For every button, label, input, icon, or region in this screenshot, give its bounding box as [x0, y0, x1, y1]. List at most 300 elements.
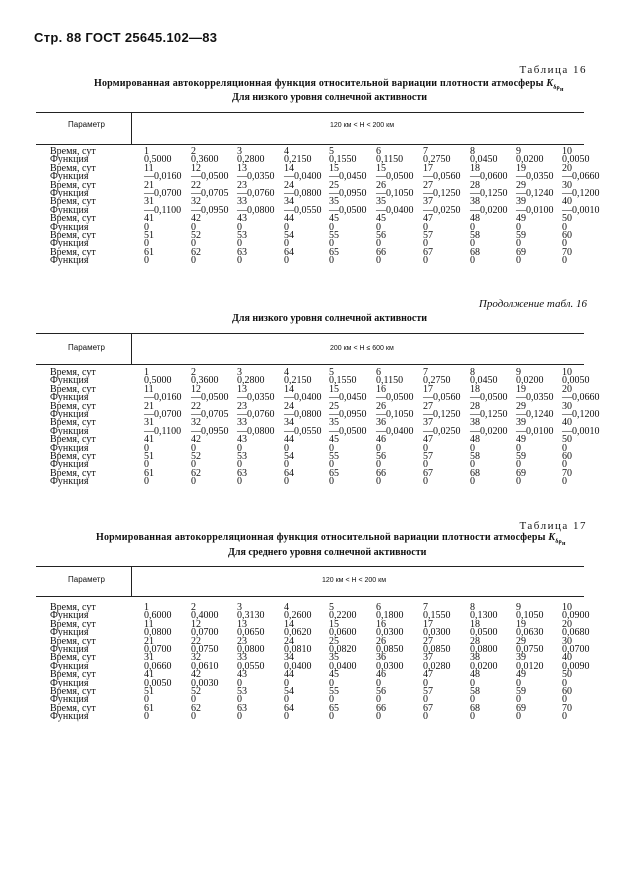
row-label: Время, сут: [50, 383, 96, 395]
row-label: Время, сут: [50, 618, 96, 630]
table-cell: 50: [562, 434, 572, 446]
table-cell: 51: [144, 685, 154, 697]
table-cell: 0,0400: [284, 660, 312, 672]
table-cell: 0,6000: [144, 610, 172, 622]
row-label: Время, сут: [50, 635, 96, 647]
table-cell: 47: [423, 213, 433, 225]
table-cell: 0: [191, 459, 196, 471]
table-cell: 66: [376, 467, 386, 479]
table-rule: [36, 566, 584, 567]
table-cell: 0,0610: [191, 660, 219, 672]
table-cell: —0,0800: [237, 425, 275, 437]
row-label: Функция: [50, 375, 89, 387]
table-cell: 30: [562, 179, 572, 191]
table-cell: —0,0600: [470, 171, 508, 183]
table-cell: 12: [191, 618, 201, 630]
table-cell: 21: [144, 635, 154, 647]
table-cell: 67: [423, 702, 433, 714]
table-cell: 9: [516, 367, 521, 378]
table-cell: 54: [284, 229, 294, 241]
table-cell: 0: [423, 255, 428, 267]
table-cell: 67: [423, 246, 433, 258]
table-cell: 0,0800: [237, 643, 265, 655]
table-cell: 0: [516, 476, 521, 488]
table-cell: 70: [562, 467, 572, 479]
table-cell: 56: [376, 229, 386, 241]
table-cell: 38: [470, 417, 480, 429]
table-cell: 19: [516, 383, 526, 395]
row-label: Время, сут: [50, 213, 96, 225]
table-cell: 55: [329, 685, 339, 697]
table-cell: 60: [562, 229, 572, 241]
table-cell: —0,1250: [423, 187, 461, 199]
table-cell: 24: [284, 179, 294, 191]
table-cell: 0,2600: [284, 610, 312, 622]
table-cell: —0,1200: [562, 187, 600, 199]
table-cell: 21: [144, 400, 154, 412]
column-divider: [131, 566, 132, 596]
table-cell: 0,0800: [144, 627, 172, 639]
table-cell: 0: [423, 711, 428, 723]
table-cell: 44: [284, 213, 294, 225]
table-cell: 26: [376, 635, 386, 647]
table-cell: 0,0450: [470, 375, 498, 387]
table-cell: 29: [516, 635, 526, 647]
table-cell: 0,0600: [329, 627, 357, 639]
table-cell: 0,3600: [191, 154, 219, 166]
table-cell: 0,0300: [423, 627, 451, 639]
table-cell: 0,1550: [329, 375, 357, 387]
table-cell: 0: [329, 442, 334, 454]
table-cell: 20: [562, 162, 572, 174]
table-cell: 10: [562, 602, 572, 613]
table-cell: 0,0300: [376, 627, 404, 639]
range-header: 120 км < H < 200 км: [330, 122, 395, 129]
table-cell: 48: [470, 434, 480, 446]
row-label: Время, сут: [50, 196, 96, 208]
table-cell: 16: [376, 618, 386, 630]
table-cell: 0,5000: [144, 154, 172, 166]
table-cell: 0: [191, 221, 196, 233]
table-cell: 0,0810: [284, 643, 312, 655]
table-cell: 0,0850: [423, 643, 451, 655]
table-cell: —0,0400: [284, 392, 322, 404]
row-label: Время, сут: [50, 229, 96, 241]
table-cell: 45: [376, 213, 386, 225]
table-cell: 28: [470, 635, 480, 647]
table-cell: 23: [237, 400, 247, 412]
table-cell: —0,0705: [191, 187, 229, 199]
table-cell: 0: [516, 221, 521, 233]
table-cell: 0: [284, 442, 289, 454]
table-cell: 15: [376, 162, 386, 174]
table-cell: 53: [237, 229, 247, 241]
table-cell: 45: [329, 213, 339, 225]
table-cell: —0,0450: [329, 171, 367, 183]
table-cell: 0,0050: [562, 154, 590, 166]
table-cell: 0,0550: [237, 660, 265, 672]
table-cell: 6: [376, 602, 381, 613]
table-cell: 0: [516, 677, 521, 689]
table-cell: 16: [376, 383, 386, 395]
table-cell: 58: [470, 229, 480, 241]
table-cell: —0,0100: [516, 204, 554, 216]
table-cell: 11: [144, 383, 154, 395]
table-cell: —0,0500: [329, 425, 367, 437]
table-cell: 0: [191, 255, 196, 267]
table-cell: 4: [284, 146, 289, 157]
table-cell: 0: [237, 694, 242, 706]
table-cell: 53: [237, 685, 247, 697]
table-rule: [36, 112, 584, 113]
table-cell: 41: [144, 213, 154, 225]
table-cell: 28: [470, 179, 480, 191]
table-cell: —0,1100: [144, 204, 182, 216]
table-cell: 0: [329, 711, 334, 723]
row-label: Функция: [50, 255, 89, 267]
row-label: Время, сут: [50, 450, 96, 462]
table-cell: 0,0850: [376, 643, 404, 655]
table-cell: 0: [376, 442, 381, 454]
table-cell: 0: [191, 694, 196, 706]
table-cell: 44: [284, 434, 294, 446]
table-cell: 6: [376, 367, 381, 378]
table-cell: 35: [329, 417, 339, 429]
table-cell: 0: [516, 459, 521, 471]
table-cell: 64: [284, 702, 294, 714]
table-cell: 0: [237, 711, 242, 723]
table-cell: 0: [516, 255, 521, 267]
table-cell: 0: [237, 476, 242, 488]
range-header: 200 км < H ≤ 600 км: [330, 345, 394, 352]
table-cell: 12: [191, 162, 201, 174]
table-cell: 43: [237, 213, 247, 225]
table-cell: 0: [237, 459, 242, 471]
table-cell: 22: [191, 635, 201, 647]
table-cell: —0,0500: [470, 392, 508, 404]
table-cell: 0: [470, 221, 475, 233]
table-cell: 57: [423, 450, 433, 462]
table-cell: 18: [470, 383, 480, 395]
table-symbol: $K_{\delta\rho_н}$: [548, 532, 566, 548]
table-cell: 0: [376, 711, 381, 723]
table-cell: —0,0010: [562, 425, 600, 437]
table-cell: —0,0800: [284, 408, 322, 420]
row-label: Функция: [50, 408, 89, 420]
table-cell: 33: [237, 196, 247, 208]
table-cell: —0,0400: [284, 171, 322, 183]
table-cell: 60: [562, 450, 572, 462]
table-cell: 0: [423, 459, 428, 471]
table-cell: —0,0550: [284, 425, 322, 437]
table-cell: —0,1250: [470, 408, 508, 420]
table-cell: 13: [237, 618, 247, 630]
table-cell: —0,0800: [284, 187, 322, 199]
table-cell: 0,0090: [562, 660, 590, 672]
table-cell: 0,0750: [191, 643, 219, 655]
table-subtitle: Для среднего уровня солнечной активности: [228, 547, 427, 558]
column-divider: [131, 112, 132, 144]
table-cell: 29: [516, 179, 526, 191]
row-label: Функция: [50, 643, 89, 655]
table-cell: 52: [191, 685, 201, 697]
table-cell: 0: [144, 238, 149, 250]
table-title: [96, 532, 566, 547]
table-cell: 0: [562, 442, 567, 454]
table-cell: 20: [562, 383, 572, 395]
table-cell: 0,0030: [191, 677, 219, 689]
table-cell: —0,0350: [237, 171, 275, 183]
table-cell: 35: [329, 652, 339, 664]
table-cell: 46: [376, 434, 386, 446]
table-cell: —0,0450: [329, 392, 367, 404]
table-cell: 69: [516, 702, 526, 714]
table-cell: 28: [470, 400, 480, 412]
table-cell: 1: [144, 602, 149, 613]
row-label: Время, сут: [50, 669, 96, 681]
table-cell: —0,0250: [423, 425, 461, 437]
param-header: Параметр: [68, 120, 105, 129]
table-cell: 41: [144, 669, 154, 681]
table-cell: 10: [562, 146, 572, 157]
table-cell: —0,0500: [329, 204, 367, 216]
table-cell: —0,0760: [237, 187, 275, 199]
table-cell: 2: [191, 602, 196, 613]
table-cell: 0: [562, 677, 567, 689]
table-cell: 68: [470, 702, 480, 714]
table-cell: 0: [284, 459, 289, 471]
table-cell: 68: [470, 246, 480, 258]
table-cell: 13: [237, 383, 247, 395]
table-cell: 40: [562, 196, 572, 208]
table-cell: —0,0200: [470, 204, 508, 216]
table-cell: 0: [329, 221, 334, 233]
table-cell: 0,0300: [376, 660, 404, 672]
table-cell: 8: [470, 146, 475, 157]
table-cell: 63: [237, 246, 247, 258]
table-cell: 0,2200: [329, 610, 357, 622]
table-cell: —0,1250: [423, 408, 461, 420]
table-cell: 0: [562, 476, 567, 488]
table-cell: 15: [329, 162, 339, 174]
table-cell: —0,0560: [423, 392, 461, 404]
table-cell: 0: [470, 442, 475, 454]
table-cell: 49: [516, 669, 526, 681]
table-cell: —0,0700: [144, 187, 182, 199]
table-cell: 59: [516, 229, 526, 241]
table-cell: 18: [470, 162, 480, 174]
table-cell: —0,0550: [284, 204, 322, 216]
table-cell: —0,0350: [516, 171, 554, 183]
table-cell: 0,0500: [470, 627, 498, 639]
row-label: Функция: [50, 610, 89, 622]
table-cell: 0,0700: [191, 627, 219, 639]
table-cell: 61: [144, 246, 154, 258]
table-cell: 23: [237, 635, 247, 647]
table-cell: 3: [237, 367, 242, 378]
table-cell: —0,0950: [191, 204, 229, 216]
table-cell: 9: [516, 602, 521, 613]
row-label: Функция: [50, 677, 89, 689]
table-cell: 0: [562, 459, 567, 471]
param-header: Параметр: [68, 343, 105, 352]
table-cell: 0: [376, 677, 381, 689]
table-rule: [36, 144, 584, 145]
table-cell: —0,0705: [191, 408, 229, 420]
table-cell: —0,0500: [191, 392, 229, 404]
table-cell: 17: [423, 162, 433, 174]
table-cell: 3: [237, 602, 242, 613]
table-cell: 60: [562, 685, 572, 697]
table-cell: —0,0560: [423, 171, 461, 183]
table-cell: 43: [237, 669, 247, 681]
table-cell: —0,1240: [516, 187, 554, 199]
table-cell: 42: [191, 213, 201, 225]
table-cell: 0,0630: [516, 627, 544, 639]
table-cell: 0: [562, 694, 567, 706]
table-cell: 33: [237, 652, 247, 664]
table-cell: 0: [237, 255, 242, 267]
row-label: Функция: [50, 154, 89, 166]
table-cell: 39: [516, 196, 526, 208]
table-cell: 0,2150: [284, 375, 312, 387]
table-cell: 63: [237, 467, 247, 479]
table-cell: 31: [144, 652, 154, 664]
table-cell: 55: [329, 229, 339, 241]
row-label: Функция: [50, 476, 89, 488]
table-cell: 27: [423, 635, 433, 647]
row-label: Время, сут: [50, 179, 96, 191]
table-cell: 0: [423, 677, 428, 689]
row-label: Время, сут: [50, 702, 96, 714]
table-cell: 34: [284, 196, 294, 208]
table-cell: 62: [191, 702, 201, 714]
table-cell: —0,0500: [191, 171, 229, 183]
table-cell: 14: [284, 618, 294, 630]
table-cell: 0: [144, 711, 149, 723]
table-cell: 24: [284, 635, 294, 647]
table-cell: —0,1200: [562, 408, 600, 420]
table-cell: 68: [470, 467, 480, 479]
table-cell: 0,0700: [144, 643, 172, 655]
table-cell: 70: [562, 246, 572, 258]
table-cell: 0,0900: [562, 610, 590, 622]
row-label: Время, сут: [50, 367, 96, 378]
table-cell: 61: [144, 467, 154, 479]
table-cell: 0: [144, 694, 149, 706]
table-cell: 52: [191, 229, 201, 241]
table-cell: 29: [516, 400, 526, 412]
table-cell: 0: [144, 476, 149, 488]
table-cell: 70: [562, 702, 572, 714]
table-cell: —0,0160: [144, 392, 182, 404]
table-cell: 1: [144, 146, 149, 157]
table-cell: 0: [284, 255, 289, 267]
table-cell: 49: [516, 434, 526, 446]
table-cell: 31: [144, 196, 154, 208]
table-cell: 42: [191, 434, 201, 446]
table-cell: 65: [329, 246, 339, 258]
table-cell: 7: [423, 367, 428, 378]
row-label: Время, сут: [50, 400, 96, 412]
table-cell: —0,1240: [516, 408, 554, 420]
table-cell: 4: [284, 602, 289, 613]
table-cell: 32: [191, 196, 201, 208]
table-cell: —0,0250: [423, 204, 461, 216]
table-cell: —0,0800: [237, 204, 275, 216]
table-cell: —0,1250: [470, 187, 508, 199]
table-cell: 51: [144, 229, 154, 241]
row-label: Функция: [50, 425, 89, 437]
table-cell: 47: [423, 434, 433, 446]
table-cell: 0,2750: [423, 154, 451, 166]
table-cell: 20: [562, 618, 572, 630]
table-cell: 34: [284, 417, 294, 429]
table-cell: 0,1050: [516, 610, 544, 622]
table-cell: 44: [284, 669, 294, 681]
table-cell: 13: [237, 162, 247, 174]
table-cell: 49: [516, 213, 526, 225]
table-cell: —0,1050: [376, 187, 414, 199]
table-cell: 0: [329, 476, 334, 488]
table-cell: 27: [423, 179, 433, 191]
param-header: Параметр: [68, 575, 105, 584]
table-cell: 0: [376, 694, 381, 706]
table-cell: 0: [470, 694, 475, 706]
table-cell: —0,0950: [329, 408, 367, 420]
table-cell: 66: [376, 246, 386, 258]
table-cell: 11: [144, 618, 154, 630]
table-cell: 4: [284, 367, 289, 378]
table-cell: 0: [191, 711, 196, 723]
row-label: Время, сут: [50, 162, 96, 174]
table-cell: 0,1550: [329, 154, 357, 166]
table-cell: 37: [423, 652, 433, 664]
table-cell: 0: [237, 238, 242, 250]
table-cell: 0,0400: [329, 660, 357, 672]
table-cell: 0: [284, 238, 289, 250]
table-cell: 46: [376, 669, 386, 681]
table-cell: 57: [423, 229, 433, 241]
table-cell: 0,0200: [516, 154, 544, 166]
table-cell: 65: [329, 702, 339, 714]
table-cell: 22: [191, 400, 201, 412]
table-cell: 14: [284, 162, 294, 174]
table-cell: 42: [191, 669, 201, 681]
table-cell: 0,5000: [144, 375, 172, 387]
table-rule: [36, 596, 584, 597]
table-cell: 0,0820: [329, 643, 357, 655]
table-cell: 22: [191, 179, 201, 191]
table-cell: 54: [284, 685, 294, 697]
table-cell: 0: [329, 459, 334, 471]
table-cell: —0,0200: [470, 425, 508, 437]
table-cell: 45: [329, 434, 339, 446]
table-cell: 0,1150: [376, 154, 404, 166]
table-cell: 0: [516, 442, 521, 454]
row-label: Функция: [50, 392, 89, 404]
continuation-label: Продолжение табл. 16: [478, 298, 587, 310]
table-cell: 0: [144, 459, 149, 471]
table-cell: 0,0660: [144, 660, 172, 672]
table-cell: 56: [376, 450, 386, 462]
table-cell: 66: [376, 702, 386, 714]
table-cell: 63: [237, 702, 247, 714]
table-cell: 0: [423, 221, 428, 233]
table-cell: —0,1050: [376, 408, 414, 420]
table-cell: 0,2150: [284, 154, 312, 166]
table-cell: 0,0750: [516, 643, 544, 655]
